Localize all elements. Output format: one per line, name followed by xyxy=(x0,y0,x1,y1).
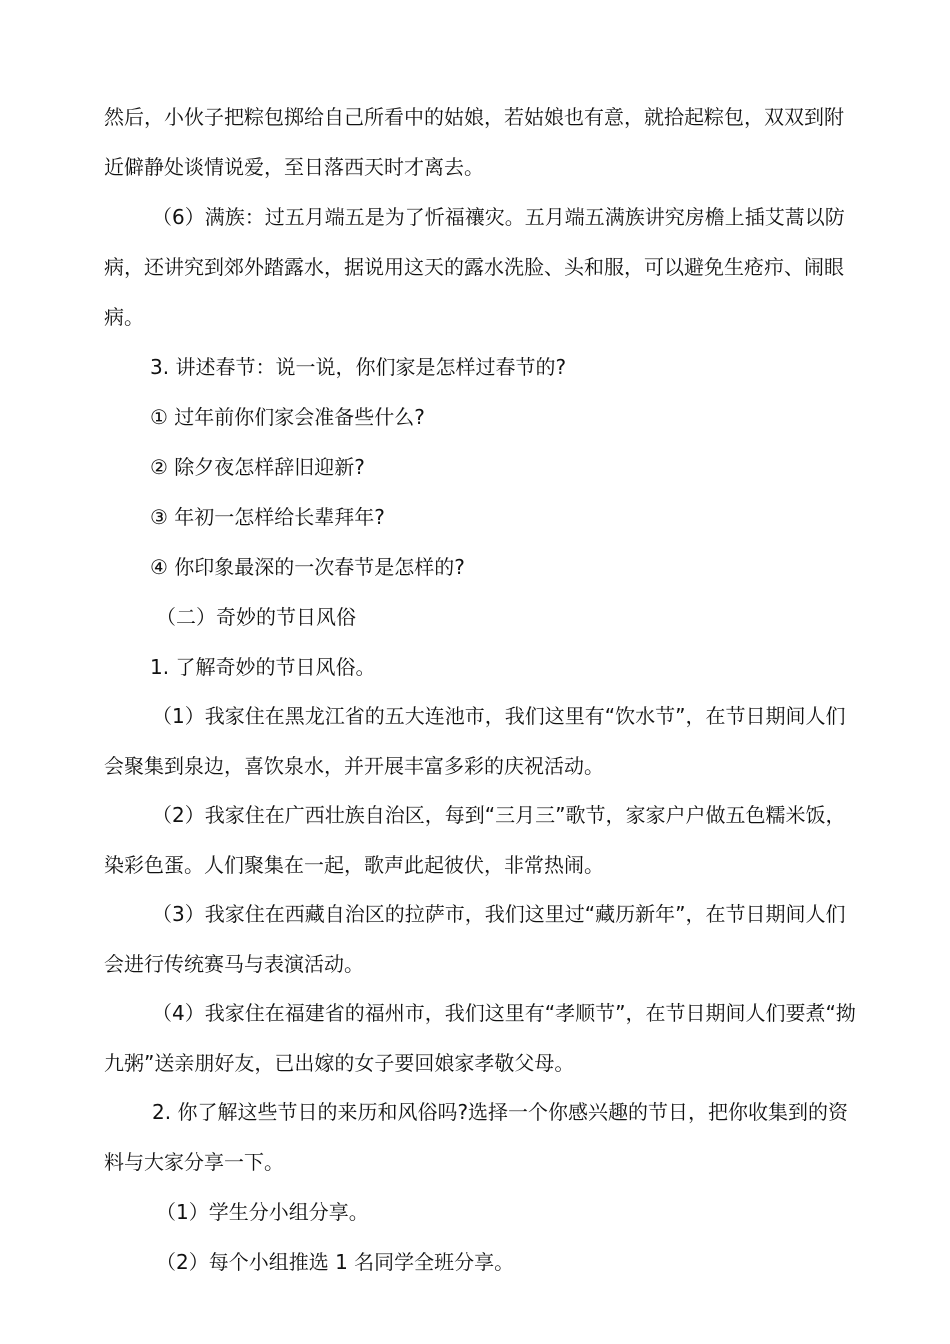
question-3: ③ 年初一怎样给长辈拜年? xyxy=(150,505,385,529)
question-4: ④ 你印象最深的一次春节是怎样的? xyxy=(150,555,465,579)
question-2: ② 除夕夜怎样辞旧迎新? xyxy=(150,455,365,479)
heading-spring-festival: 3. 讲述春节：说一说，你们家是怎样过春节的? xyxy=(150,355,567,379)
question-1: ① 过年前你们家会准备些什么? xyxy=(150,405,425,429)
step-class-share: （2）每个小组推选 1 名同学全班分享。 xyxy=(156,1250,515,1274)
section-heading-customs: （二）奇妙的节日风俗 xyxy=(156,605,356,629)
paragraph-share-task: 2. 你了解这些节日的来历和风俗吗?选择一个你感兴趣的节日，把你收集到的资料与大家分享一下。 xyxy=(104,1100,849,1174)
paragraph-filial-festival: （4）我家住在福建省的福州市，我们这里有“孝顺节”，在节日期间人们要煮“拗九粥”送亲朋好友，已出嫁的女子要回娘家孝敬父母。 xyxy=(104,1001,856,1075)
paragraph-zongbao: 然后，小伙子把粽包掷给自己所看中的姑娘，若姑娘也有意，就拾起粽包，双双到附近僻静处谈情说爱，至日落西天时才离去。 xyxy=(104,105,844,179)
step-group-share: （1）学生分小组分享。 xyxy=(156,1200,369,1224)
heading-understand-customs: 1. 了解奇妙的节日风俗。 xyxy=(150,655,376,679)
paragraph-manchu: （6）满族：过五月端五是为了忻福禳灾。五月端五满族讲究房檐上插艾蒿以防病，还讲究到郊外踏露水，据说用这天的露水洗脸、头和服，可以避免生疮疖、闹眼病。 xyxy=(104,205,845,329)
paragraph-drinking-festival: （1）我家住在黑龙江省的五大连池市，我们这里有“饮水节”，在节日期间人们会聚集到泉边，喜饮泉水，并开展丰富多彩的庆祝活动。 xyxy=(104,704,846,778)
paragraph-sanyuesan: （2）我家住在广西壮族自治区，每到“三月三”歌节，家家户户做五色糯米饭，染彩色蛋。人们聚集在一起，歌声此起彼伏，非常热闹。 xyxy=(104,803,846,877)
paragraph-tibetan-new-year: （3）我家住在西藏自治区的拉萨市，我们这里过“藏历新年”，在节日期间人们会进行传统赛马与表演活动。 xyxy=(104,902,846,976)
